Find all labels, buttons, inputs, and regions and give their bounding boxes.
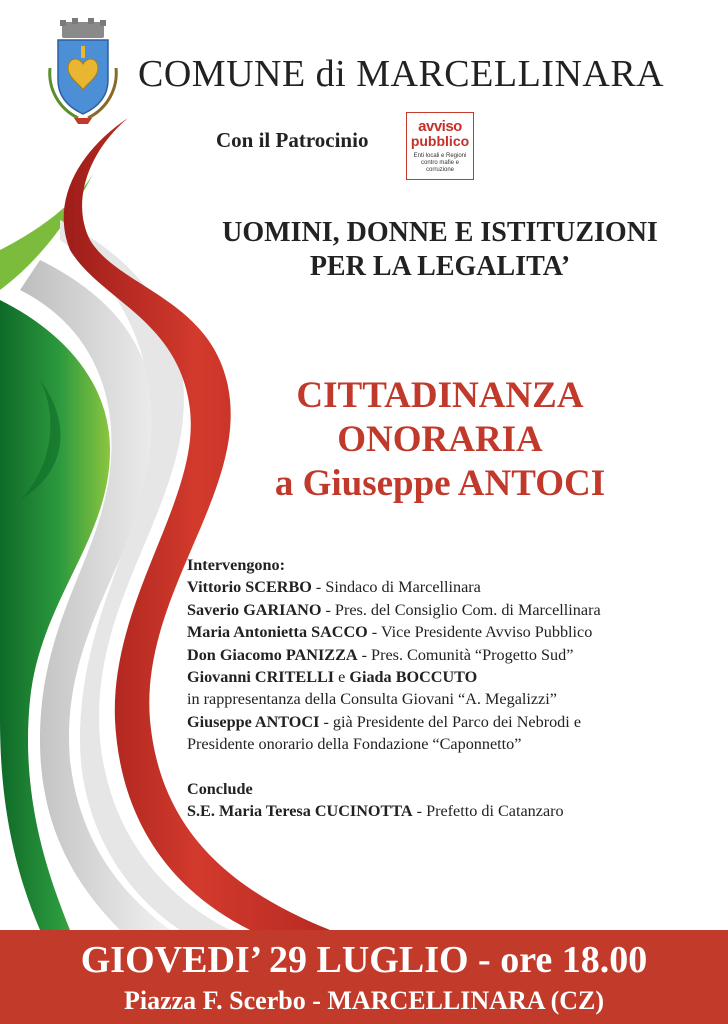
closing-speaker [187,800,601,822]
closing-speaker-role: - Prefetto di Catanzaro [412,802,564,821]
patronage-label: Con il Patrocinio [216,128,369,152]
speaker-name: Vittorio SCERBO [187,578,312,597]
speaker-joiner: e [334,668,350,687]
speaker-role: - Sindaco di Marcellinara [311,578,481,597]
speaker-role-line: in rappresentanza della Consulta Giovani “A. Megalizzi” [187,690,557,709]
speaker-name: Giovanni CRITELLI [187,668,335,687]
speaker-name: Maria Antonietta SACCO [187,623,368,642]
speaker-item [187,576,601,598]
speaker-role: - già Presidente del Parco dei Nebrodi e [319,712,581,731]
speaker-item [187,621,601,643]
honor-line-2: ONORARIA [337,419,543,460]
closing-speaker-name: S.E. Maria Teresa CUCINOTTA [187,802,413,821]
logo-tagline: Enti locali e Regioni contro mafie e corruzione [413,153,467,173]
speaker-role: - Pres. Comunità “Progetto Sud” [357,645,574,664]
event-title [140,216,728,284]
speaker-name: Giada BOCCUTO [349,668,478,687]
speaker-role: - Pres. del Consiglio Com. di Marcellinara [321,600,601,619]
speaker-name: Giuseppe ANTOCI [187,712,320,731]
closing-heading: Conclude [187,779,253,798]
event-location: Piazza F. Scerbo - MARCELLINARA (CZ) [124,986,604,1015]
logo-line-1: avviso [418,118,462,135]
speaker-item [187,644,601,666]
event-title-line-1: UOMINI, DONNE E ISTITUZIONI [222,217,658,248]
speaker-name: Saverio GARIANO [187,600,322,619]
speaker-role: - Vice Presidente Avviso Pubblico [367,623,593,642]
honor-line-3: a Giuseppe ANTOCI [274,463,606,504]
honor-line-1: CITTADINANZA [296,375,584,416]
logo-line-2: pubblico [410,133,470,149]
event-title-line-2: PER LA LEGALITA’ [309,251,571,282]
municipal-coat-of-arms [44,18,122,124]
speaker-item [187,711,601,733]
speaker-role-line: Presidente onorario della Fondazione “Caponnetto” [187,735,522,754]
speaker-name: Don Giacomo PANIZZA [187,645,358,664]
event-date-time: GIOVEDI’ 29 LUGLIO - ore 18.00 [80,939,648,981]
municipality-title: COMUNE di MARCELLINARA [138,53,665,95]
speaker-item [187,666,601,688]
speakers-list [187,554,601,822]
date-location-banner [0,930,728,1024]
avviso-pubblico-logo [406,112,474,180]
speakers-heading: Intervengono: [187,556,286,574]
speaker-item [187,599,601,621]
honorary-citizenship-title [140,374,728,506]
